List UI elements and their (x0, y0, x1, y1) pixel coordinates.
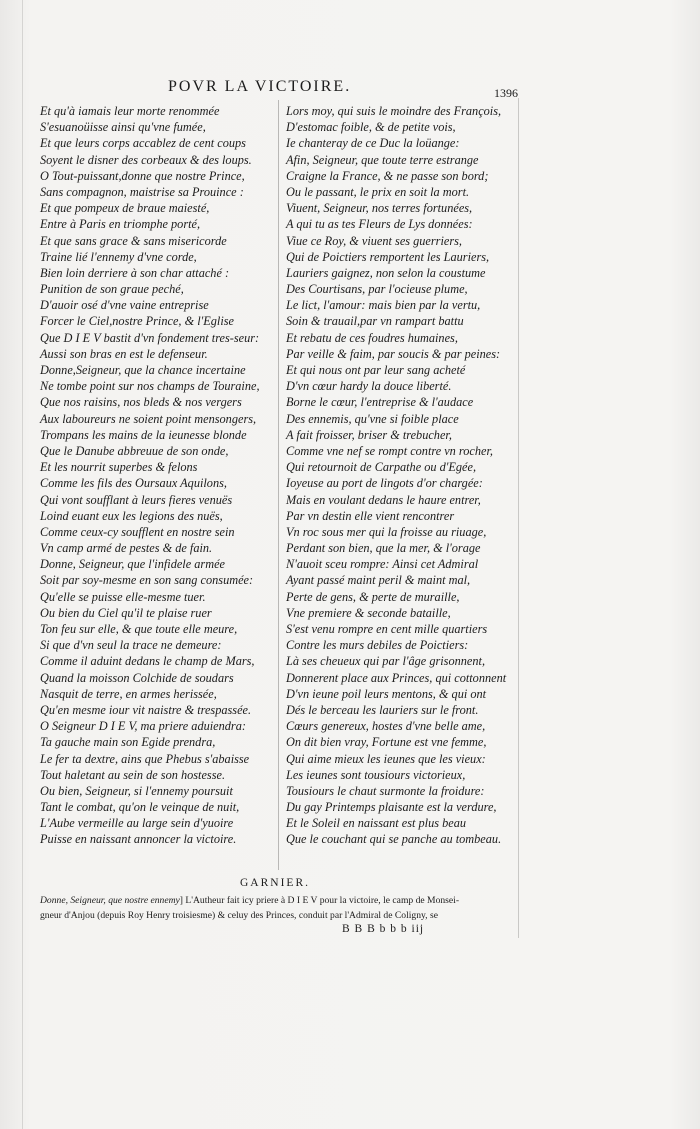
verse-line: D'vn cœur hardy la douce liberté. (286, 379, 452, 394)
verse-line: Qu'en mesme iour vit naistre & trespassée. (40, 702, 252, 717)
verse-line: Ton feu sur elle, & que toute elle meure, (40, 622, 238, 636)
column-divider (278, 100, 279, 870)
verse-line: Contre les murs debiles de Poictiers: (286, 638, 469, 653)
verse-line: Lauriers gaignez, non selon la coustume (286, 265, 486, 280)
verse-line: Que le Danube abbreuue de son onde, (40, 443, 229, 458)
verse-line: Qui aime mieux les ieunes que les vieux: (286, 751, 486, 766)
verse-line: Et qui nous ont par leur sang acheté (286, 363, 466, 377)
verse-line: Perte de gens, & perte de muraille, (286, 589, 460, 604)
verse-line: Punition de son graue peché, (40, 282, 184, 297)
verse-line: D'auoir osé d'vne vaine entreprise (40, 298, 209, 313)
verse-line: D'estomac foible, & de petite vois, (286, 120, 456, 135)
verse-line: Le fer ta dextre, ains que Phebus s'abaisse (40, 751, 250, 766)
verse-line: Borne le cœur, l'entreprise & l'audace (286, 395, 474, 410)
verse-line: Ne tombe point sur nos champs de Touraine, (40, 379, 260, 394)
verse-line: Viuent, Seigneur, nos terres fortunées, (286, 201, 473, 216)
verse-line: Par veille & faim, par soucis & par peines: (286, 346, 501, 361)
verse-line: Le lict, l'amour: mais bien par la vertu, (286, 298, 481, 313)
signature-mark: B B B b b b iij (342, 923, 425, 935)
footnote-line-1 (40, 893, 518, 908)
verse-line: Et que leurs corps accablez de cent coups (40, 136, 246, 151)
footnote-lemma: Donne, Seigneur, que nostre ennemy (40, 895, 180, 906)
verse-line: Donne, Seigneur, que l'infidele armée (40, 557, 225, 572)
author-name: GARNIER. (240, 877, 310, 889)
verse-line: Ie chanteray de ce Duc la loüange: (286, 136, 460, 151)
verse-line: Vn roc sous mer qui la froisse au riuage, (286, 524, 487, 539)
verse-line: L'Aube vermeille au large sein d'yuoire (40, 816, 234, 831)
verse-line: Et que pompeux de braue maiesté, (40, 201, 210, 216)
verse-line: Comme vne nef se rompt contre vn rocher, (286, 443, 493, 458)
verse-line: Que nos raisins, nos bleds & nos vergers (40, 395, 242, 410)
verse-line: Tant le combat, qu'on le veinque de nuit, (40, 800, 240, 815)
verse-line: Et qu'à iamais leur morte renommée (40, 104, 220, 118)
verse-line: Vne premiere & seconde bataille, (286, 605, 451, 620)
verse-line: Ou bien, Seigneur, si l'ennemy poursuit (40, 783, 233, 798)
verse-line: Des Courtisans, par l'ocieuse plume, (286, 282, 468, 297)
verse-line: Là ses cheueux qui par l'âge grisonnent, (286, 654, 486, 669)
verse-line: Soyent le disner des corbeaux & des loups. (40, 152, 252, 167)
footnote-line-2: gneur d'Anjou (depuis Roy Henry troisiesme) & celuy des Princes, conduit par l'Admiral de Coligny, se (40, 910, 438, 921)
verse-line: Perdant son bien, que la mer, & l'orage (286, 541, 481, 556)
verse-line: Du gay Printemps plaisante est la verdure, (286, 800, 497, 815)
verse-line: Bien loin derriere à son char attaché : (40, 265, 230, 280)
verse-line: Quand la moisson Colchide de soudars (40, 670, 234, 685)
verse-line: Lors moy, qui suis le moindre des François, (286, 104, 502, 118)
verse-line: Ou le passant, le prix en soit la mort. (286, 184, 470, 199)
verse-line: Mais en voulant dedans le haure entrer, (286, 492, 481, 507)
verse-line: O Seigneur D I E V, ma priere aduiendra: (40, 719, 246, 734)
verse-line: Aussi son bras en est le defenseur. (40, 346, 208, 361)
verse-line: Afin, Seigneur, que toute terre estrange (286, 152, 479, 167)
verse-line: S'esuanoüisse ainsi qu'vne fumée, (40, 120, 206, 135)
footnote (40, 893, 518, 923)
verse-line: Donne,Seigneur, que la chance incertaine (40, 363, 246, 377)
verse-line: Comme il aduint dedans le champ de Mars, (40, 654, 255, 669)
verse-line: Aux laboureurs ne soient point mensongers, (40, 411, 257, 426)
verse-line: Traine lié l'ennemy d'vne corde, (40, 249, 197, 264)
verse-line: Tousiours le chaut surmonte la froidure: (286, 783, 485, 798)
verse-line: Entre à Paris en triomphe porté, (40, 217, 201, 232)
verse-line: Les ieunes sont tousiours victorieux, (286, 767, 466, 782)
verse-line: S'est venu rompre en cent mille quartiers (286, 622, 488, 636)
verse-line: Tout haletant au sein de son hostesse. (40, 767, 226, 782)
verse-line: Loind euant eux les legions des nuës, (40, 508, 223, 523)
verse-line: Donnerent place aux Princes, qui cottonnent (286, 670, 507, 685)
verse-line: Trompans les mains de la ieunesse blonde (40, 427, 247, 442)
verse-line: Dés le berceau les lauriers sur le front. (286, 702, 479, 717)
verse-line: A qui tu as tes Fleurs de Lys données: (286, 217, 473, 232)
page-edge-shadow (22, 0, 23, 1129)
verse-line: Et le Soleil en naissant est plus beau (286, 816, 466, 831)
verse-line: Qu'elle se puisse elle-mesme tuer. (40, 589, 206, 604)
verse-line: Que D I E V bastit d'vn fondement tres-seur: (40, 330, 260, 345)
verse-line: Qui de Poictiers remportent les Lauriers, (286, 249, 490, 264)
verse-line: Par vn destin elle vient rencontrer (286, 508, 455, 523)
verse-line: On dit bien vray, Fortune est vne femme, (286, 735, 487, 750)
verse-line: Qui retournoit de Carpathe ou d'Egée, (286, 460, 477, 475)
right-verse-column (286, 103, 514, 848)
verse-line: Des ennemis, qu'vne si foible place (286, 411, 459, 426)
verse-line: N'auoit sceu rompre: Ainsi cet Admiral (286, 557, 479, 572)
verse-line: Si que d'vn seul la trace ne demeure: (40, 638, 222, 653)
verse-line: Viue ce Roy, & viuent ses guerriers, (286, 233, 462, 248)
verse-line: Cœurs genereux, hostes d'vne belle ame, (286, 719, 486, 734)
verse-line: Et les nourrit superbes & felons (40, 460, 198, 475)
verse-line: O Tout-puissant,donne que nostre Prince, (40, 168, 245, 183)
verse-line: Soin & trauail,par vn rampart battu (286, 314, 464, 329)
verse-line: Soit par soy-mesme en son sang consumée: (40, 573, 254, 588)
running-title: POVR LA VICTOIRE. (168, 78, 352, 95)
verse-line: Et rebatu de ces foudres humaines, (286, 330, 458, 345)
verse-line: Et que sans grace & sans misericorde (40, 233, 227, 248)
verse-line: Ayant passé maint peril & maint mal, (286, 573, 471, 588)
verse-line: D'vn ieune poil leurs mentons, & qui ont (286, 686, 487, 701)
verse-line: Vn camp armé de pestes & de fain. (40, 541, 213, 556)
verse-line: Que le couchant qui se panche au tombeau. (286, 832, 502, 847)
verse-line: A fait froisser, briser & trebucher, (286, 427, 452, 442)
verse-line: Ioyeuse au port de lingots d'or chargée: (286, 476, 483, 491)
verse-line: Puisse en naissant annoncer la victoire. (40, 832, 237, 847)
verse-line: Ou bien du Ciel qu'il te plaise ruer (40, 605, 212, 620)
verse-line: Sans compagnon, maistrise sa Prouince : (40, 184, 244, 199)
verse-line: Qui vont soufflant à leurs fieres venuës (40, 492, 233, 507)
verse-line: Ta gauche main son Egide prendra, (40, 735, 216, 750)
page-number: 1396 (494, 86, 518, 100)
verse-line: Forcer le Ciel,nostre Prince, & l'Eglise (40, 314, 234, 329)
margin-rule (518, 98, 519, 938)
verse-line: Comme les fils des Oursaux Aquilons, (40, 476, 227, 491)
verse-line: Nasquit de terre, en armes herissée, (40, 686, 217, 701)
verse-line: Comme ceux-cy soufflent en nostre sein (40, 524, 235, 539)
footnote-text: ] L'Autheur fait icy priere à D I E V pour la victoire, le camp de Monsei- (179, 895, 460, 906)
left-verse-column (40, 103, 272, 848)
verse-line: Craigne la France, & ne passe son bord; (286, 168, 489, 183)
